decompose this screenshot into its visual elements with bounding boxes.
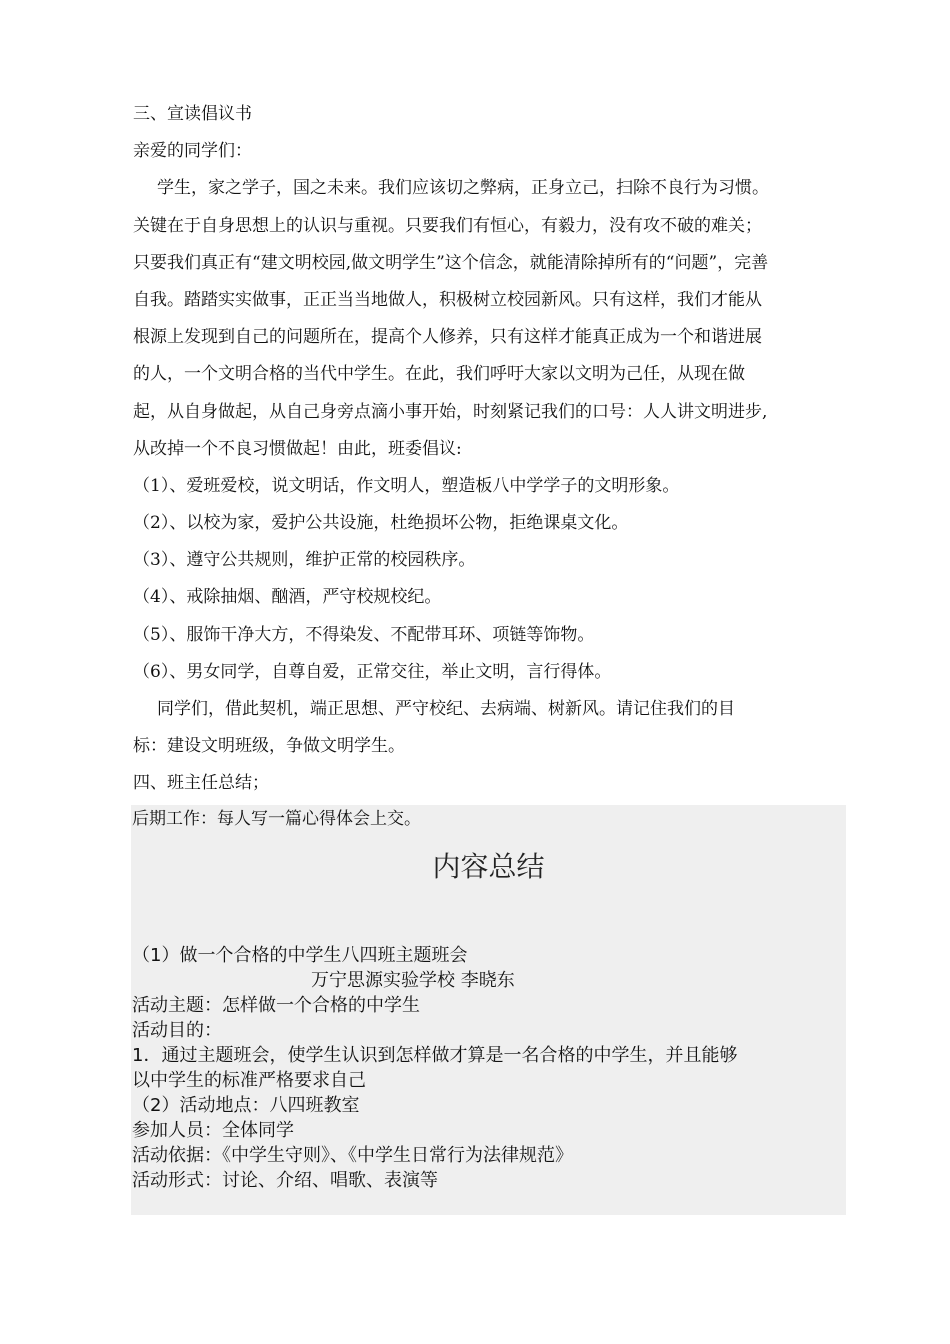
summary-line: 以中学生的标准严格要求自己: [132, 1070, 366, 1091]
paragraph-line: 的人，一个文明合格的当代中学生。在此，我们呼吁大家以文明为己任，从现在做: [133, 364, 745, 385]
summary-line: 活动依据：《中学生守则》、《中学生日常行为法律规范》: [132, 1145, 573, 1166]
summary-line: 1．通过主题班会，使学生认识到怎样做才算是一名合格的中学生，并且能够: [132, 1045, 738, 1066]
proposal-item: （4）、戒除抽烟、酗酒，严守校规校纪。: [133, 587, 442, 608]
section-heading-three: 三、宣读倡议书: [133, 104, 252, 124]
paragraph-line: 只要我们真正有“建文明校园,做文明学生”这个信念，就能清除掉所有的“问题”，完善: [133, 252, 769, 273]
proposal-item: （5）、服饰干净大方，不得染发、不配带耳环、项链等饰物。: [133, 624, 595, 645]
summary-title: 内容总结: [432, 850, 545, 883]
summary-box: [131, 805, 846, 1215]
section-heading-four: 四、班主任总结；: [133, 773, 269, 794]
paragraph-line: 从改掉一个不良习惯做起！由此，班委倡议:: [133, 438, 462, 459]
summary-line: （1）做一个合格的中学生八四班主题班会: [132, 945, 468, 966]
summary-line: 活动目的：: [132, 1020, 222, 1041]
closing-line: 标：建设文明班级，争做文明学生。: [133, 736, 405, 757]
paragraph-line: 起，从自身做起，从自己身旁点滴小事开始，时刻紧记我们的口号：人人讲文明进步,: [133, 401, 768, 422]
document-body: [133, 96, 853, 803]
proposal-item: （1）、爱班爱校，说文明话，作文明人，塑造板八中学学子的文明形象。: [133, 475, 680, 496]
summary-content: [132, 943, 844, 1193]
paragraph-line: 自我。踏踏实实做事，正正当当地做人，积极树立校园新风。只有这样，我们才能从: [133, 289, 762, 310]
summary-line: 活动形式：讨论、介绍、唱歌、表演等: [132, 1170, 438, 1191]
summary-author-line: 万宁思源实验学校 李晓东: [311, 970, 515, 991]
paragraph-line: 根源上发现到自己的问题所在，提高个人修养，只有这样才能真正成为一个和谐进展: [133, 327, 762, 348]
proposal-item: （2）、以校为家，爱护公共设施，杜绝损坏公物，拒绝课桌文化。: [133, 513, 629, 534]
summary-line: 活动主题：怎样做一个合格的中学生: [132, 995, 420, 1016]
paragraph-line: 关键在于自身思想上的认识与重视。只要我们有恒心，有毅力，没有攻不破的难关；: [133, 215, 762, 236]
greeting: 亲爱的同学们：: [133, 141, 252, 162]
summary-line: （2）活动地点：八四班教室: [132, 1095, 360, 1116]
summary-line: 参加人员：全体同学: [132, 1120, 294, 1141]
followup-work-line: 后期工作：每人写一篇心得体会上交。: [132, 809, 421, 829]
closing-line: 同学们，借此契机，端正思想、严守校纪、去病端、树新风。请记住我们的目: [157, 699, 735, 719]
proposal-item: （6）、男女同学，自尊自爱，正常交往，举止文明，言行得体。: [133, 661, 612, 682]
proposal-item: （3）、遵守公共规则，维护正常的校园秩序。: [133, 550, 476, 571]
paragraph-line: 学生，家之学子，国之未来。我们应该切之弊病，正身立己，扫除不良行为习惯。: [157, 178, 769, 199]
